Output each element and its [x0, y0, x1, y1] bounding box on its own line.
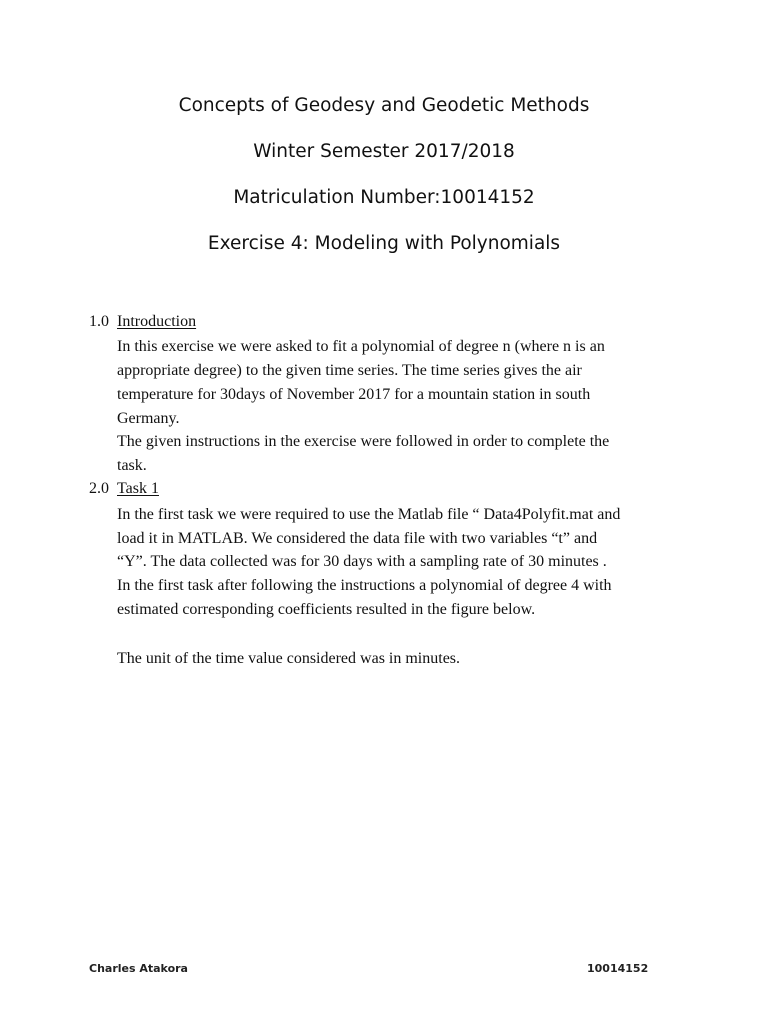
body-line: load it in MATLAB. We considered the data file with two variables “t” and: [117, 530, 598, 547]
section-heading-task-1: [89, 480, 159, 498]
semester-line: Winter Semester 2017/2018: [253, 141, 515, 162]
section-heading-introduction: [89, 313, 196, 331]
body-line: In the first task we were required to use the Matlab file “ Data4Polyfit.mat and: [117, 506, 621, 523]
body-line: task.: [117, 457, 147, 474]
body-line: “Y”. The data collected was for 30 days with a sampling rate of 30 minutes .: [117, 553, 607, 570]
section-title: Introduction: [117, 313, 197, 330]
section-number: 2.0: [89, 480, 109, 497]
exercise-title: Exercise 4: Modeling with Polynomials: [207, 233, 561, 254]
section-title: Task 1: [117, 480, 159, 497]
body-line: In the first task after following the instructions a polynomial of degree 4 with: [117, 577, 612, 594]
body-line: The unit of the time value considered was in minutes.: [117, 650, 461, 667]
footer-id: 10014152: [587, 962, 649, 975]
body-line: temperature for 30days of November 2017 for a mountain station in south: [117, 386, 591, 403]
matriculation-line: Matriculation Number:10014152: [233, 187, 535, 208]
body-line: appropriate degree) to the given time series. The time series gives the air: [117, 362, 582, 379]
footer-author: Charles Atakora: [89, 962, 188, 975]
body-line: estimated corresponding coefficients resulted in the figure below.: [117, 601, 536, 618]
body-line: Germany.: [117, 410, 180, 427]
section-number: 1.0: [89, 313, 109, 330]
body-line: In this exercise we were asked to fit a polynomial of degree n (where n is an: [117, 338, 605, 355]
body-line: The given instructions in the exercise were followed in order to complete the: [117, 433, 610, 450]
course-title: Concepts of Geodesy and Geodetic Methods: [178, 95, 590, 116]
